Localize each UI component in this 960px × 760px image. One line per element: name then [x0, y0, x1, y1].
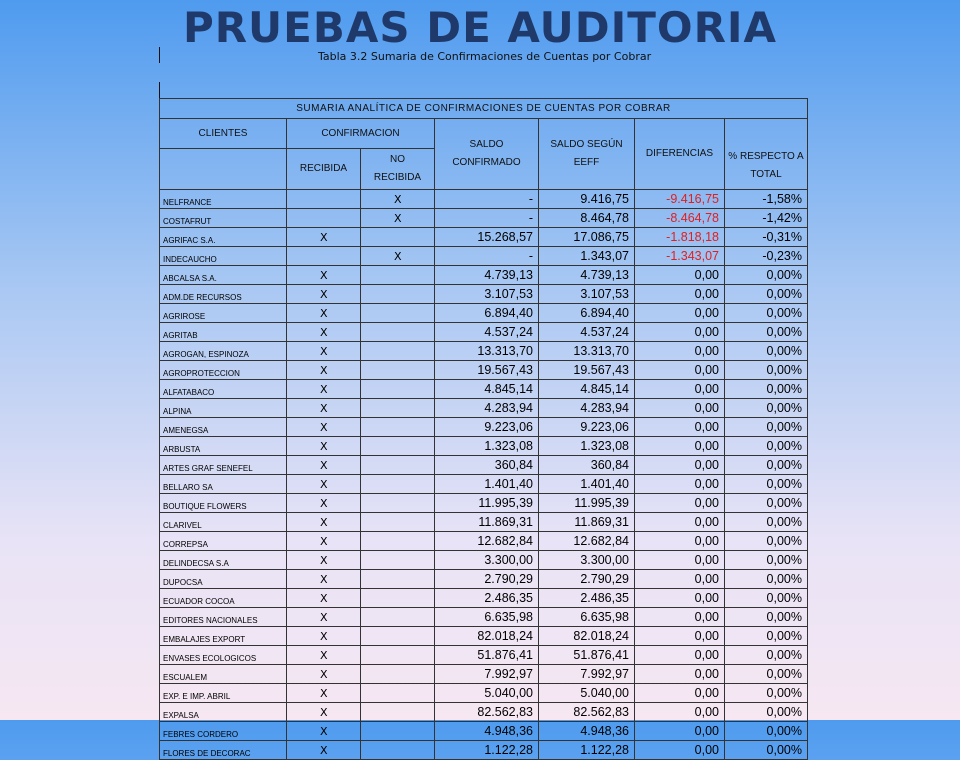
- saldo-eeff-cell: 9.416,75: [539, 190, 635, 209]
- saldo-eeff-cell: 17.086,75: [539, 228, 635, 247]
- no-recibida-cell: [361, 513, 435, 532]
- saldo-eeff-cell: 4.537,24: [539, 323, 635, 342]
- saldo-eeff-cell: 19.567,43: [539, 361, 635, 380]
- saldo-confirmado-cell: 4.948,36: [435, 722, 539, 741]
- header-confirmacion: CONFIRMACION: [287, 119, 435, 149]
- pct-cell: 0,00%: [725, 304, 808, 323]
- confirmations-table: [159, 98, 808, 760]
- client-cell: AGRIROSE: [160, 304, 287, 323]
- diferencia-cell: 0,00: [635, 684, 725, 703]
- table-row: [160, 456, 808, 475]
- table-row: [160, 722, 808, 741]
- client-cell: NELFRANCE: [160, 190, 287, 209]
- recibida-cell: X: [287, 608, 361, 627]
- table-row: [160, 494, 808, 513]
- table-row: [160, 209, 808, 228]
- recibida-cell: X: [287, 513, 361, 532]
- saldo-eeff-cell: 82.018,24: [539, 627, 635, 646]
- table-row: [160, 589, 808, 608]
- no-recibida-cell: X: [361, 190, 435, 209]
- no-recibida-cell: [361, 323, 435, 342]
- diferencia-cell: 0,00: [635, 589, 725, 608]
- no-recibida-cell: [361, 418, 435, 437]
- saldo-eeff-cell: 6.635,98: [539, 608, 635, 627]
- recibida-cell: X: [287, 266, 361, 285]
- no-recibida-cell: [361, 551, 435, 570]
- client-cell: DELINDECSA S.A: [160, 551, 287, 570]
- saldo-confirmado-cell: 11.869,31: [435, 513, 539, 532]
- no-recibida-cell: [361, 741, 435, 760]
- pct-cell: 0,00%: [725, 399, 808, 418]
- client-cell: FEBRES CORDERO: [160, 722, 287, 741]
- client-cell: AMENEGSA: [160, 418, 287, 437]
- pct-cell: 0,00%: [725, 570, 808, 589]
- saldo-eeff-cell: 11.995,39: [539, 494, 635, 513]
- saldo-confirmado-cell: 4.739,13: [435, 266, 539, 285]
- diferencia-cell: 0,00: [635, 703, 725, 722]
- no-recibida-cell: [361, 342, 435, 361]
- saldo-confirmado-cell: 9.223,06: [435, 418, 539, 437]
- pct-cell: 0,00%: [725, 722, 808, 741]
- client-cell: FLORES DE DECORAC: [160, 741, 287, 760]
- saldo-eeff-cell: 9.223,06: [539, 418, 635, 437]
- diferencia-cell: 0,00: [635, 380, 725, 399]
- diferencia-cell: 0,00: [635, 475, 725, 494]
- client-cell: AGROPROTECCION: [160, 361, 287, 380]
- recibida-cell: X: [287, 722, 361, 741]
- table-row: [160, 361, 808, 380]
- saldo-confirmado-cell: 3.300,00: [435, 551, 539, 570]
- pct-cell: 0,00%: [725, 342, 808, 361]
- recibida-cell: [287, 209, 361, 228]
- pct-cell: 0,00%: [725, 361, 808, 380]
- diferencia-cell: 0,00: [635, 722, 725, 741]
- pct-cell: 0,00%: [725, 551, 808, 570]
- diferencia-cell: 0,00: [635, 646, 725, 665]
- client-cell: INDECAUCHO: [160, 247, 287, 266]
- client-cell: ENVASES ECOLOGICOS: [160, 646, 287, 665]
- pct-cell: 0,00%: [725, 266, 808, 285]
- saldo-confirmado-cell: 3.107,53: [435, 285, 539, 304]
- recibida-cell: X: [287, 665, 361, 684]
- recibida-cell: X: [287, 589, 361, 608]
- diferencia-cell: 0,00: [635, 627, 725, 646]
- header-pct-total: % RESPECTO A TOTAL: [725, 119, 808, 190]
- diferencia-cell: 0,00: [635, 551, 725, 570]
- no-recibida-cell: [361, 304, 435, 323]
- no-recibida-cell: [361, 532, 435, 551]
- recibida-cell: X: [287, 684, 361, 703]
- no-recibida-cell: [361, 494, 435, 513]
- saldo-confirmado-cell: 82.018,24: [435, 627, 539, 646]
- recibida-cell: X: [287, 418, 361, 437]
- client-cell: ARTES GRAF SENEFEL: [160, 456, 287, 475]
- pct-cell: 0,00%: [725, 285, 808, 304]
- recibida-cell: X: [287, 361, 361, 380]
- table-row: [160, 418, 808, 437]
- saldo-confirmado-cell: 1.122,28: [435, 741, 539, 760]
- pct-cell: 0,00%: [725, 532, 808, 551]
- client-cell: EDITORES NACIONALES: [160, 608, 287, 627]
- table-row: [160, 304, 808, 323]
- header-diferencias: DIFERENCIAS: [635, 119, 725, 190]
- saldo-eeff-cell: 7.992,97: [539, 665, 635, 684]
- table-row: [160, 228, 808, 247]
- pct-cell: -0,31%: [725, 228, 808, 247]
- saldo-eeff-cell: 1.401,40: [539, 475, 635, 494]
- table-row: [160, 190, 808, 209]
- recibida-cell: X: [287, 741, 361, 760]
- table-row: [160, 247, 808, 266]
- client-cell: EXP. E IMP. ABRIL: [160, 684, 287, 703]
- client-cell: ESCUALEM: [160, 665, 287, 684]
- pct-cell: 0,00%: [725, 494, 808, 513]
- recibida-cell: X: [287, 342, 361, 361]
- saldo-confirmado-cell: 360,84: [435, 456, 539, 475]
- table-row: [160, 532, 808, 551]
- no-recibida-cell: [361, 703, 435, 722]
- recibida-cell: X: [287, 570, 361, 589]
- no-recibida-cell: [361, 475, 435, 494]
- pct-cell: 0,00%: [725, 703, 808, 722]
- recibida-cell: X: [287, 551, 361, 570]
- recibida-cell: X: [287, 703, 361, 722]
- saldo-eeff-cell: 2.790,29: [539, 570, 635, 589]
- table-row: [160, 285, 808, 304]
- saldo-confirmado-cell: 2.790,29: [435, 570, 539, 589]
- no-recibida-cell: [361, 684, 435, 703]
- table-caption: Tabla 3.2 Sumaria de Confirmaciones de Cuentas por Cobrar: [318, 50, 652, 63]
- pct-cell: 0,00%: [725, 741, 808, 760]
- diferencia-cell: -9.416,75: [635, 190, 725, 209]
- table-row: [160, 703, 808, 722]
- pct-cell: 0,00%: [725, 608, 808, 627]
- pct-cell: 0,00%: [725, 665, 808, 684]
- saldo-confirmado-cell: 51.876,41: [435, 646, 539, 665]
- saldo-eeff-cell: 3.300,00: [539, 551, 635, 570]
- saldo-eeff-cell: 4.948,36: [539, 722, 635, 741]
- saldo-eeff-cell: 12.682,84: [539, 532, 635, 551]
- saldo-confirmado-cell: 7.992,97: [435, 665, 539, 684]
- pct-cell: 0,00%: [725, 513, 808, 532]
- recibida-cell: X: [287, 627, 361, 646]
- recibida-cell: [287, 190, 361, 209]
- diferencia-cell: 0,00: [635, 418, 725, 437]
- table-row: [160, 627, 808, 646]
- no-recibida-cell: [361, 627, 435, 646]
- no-recibida-cell: [361, 646, 435, 665]
- header-clientes-blank: [160, 149, 287, 190]
- no-recibida-cell: [361, 722, 435, 741]
- recibida-cell: X: [287, 532, 361, 551]
- diferencia-cell: 0,00: [635, 513, 725, 532]
- client-cell: ADM.DE RECURSOS: [160, 285, 287, 304]
- saldo-eeff-cell: 4.739,13: [539, 266, 635, 285]
- table-row: [160, 342, 808, 361]
- saldo-confirmado-cell: 4.283,94: [435, 399, 539, 418]
- pct-cell: 0,00%: [725, 456, 808, 475]
- saldo-confirmado-cell: 82.562,83: [435, 703, 539, 722]
- header-no-recibida: NO RECIBIDA: [361, 149, 435, 190]
- client-cell: ECUADOR COCOA: [160, 589, 287, 608]
- saldo-eeff-cell: 11.869,31: [539, 513, 635, 532]
- recibida-cell: [287, 247, 361, 266]
- saldo-confirmado-cell: 2.486,35: [435, 589, 539, 608]
- saldo-eeff-cell: 3.107,53: [539, 285, 635, 304]
- client-cell: EMBALAJES EXPORT: [160, 627, 287, 646]
- client-cell: ARBUSTA: [160, 437, 287, 456]
- saldo-confirmado-cell: 1.401,40: [435, 475, 539, 494]
- table-row: [160, 570, 808, 589]
- no-recibida-cell: [361, 266, 435, 285]
- recibida-cell: X: [287, 228, 361, 247]
- table-row: [160, 437, 808, 456]
- main-header: SUMARIA ANALÍTICA DE CONFIRMACIONES DE CUENTAS POR COBRAR: [160, 99, 808, 119]
- divider-line: [159, 47, 160, 63]
- saldo-confirmado-cell: 6.635,98: [435, 608, 539, 627]
- no-recibida-cell: X: [361, 209, 435, 228]
- saldo-confirmado-cell: 5.040,00: [435, 684, 539, 703]
- diferencia-cell: 0,00: [635, 266, 725, 285]
- no-recibida-cell: [361, 399, 435, 418]
- saldo-confirmado-cell: 6.894,40: [435, 304, 539, 323]
- header-saldo-eeff: SALDO SEGÚN EEFF: [539, 119, 635, 190]
- diferencia-cell: 0,00: [635, 437, 725, 456]
- divider-line: [159, 82, 160, 98]
- table-row: [160, 608, 808, 627]
- saldo-confirmado-cell: 4.537,24: [435, 323, 539, 342]
- saldo-eeff-cell: 6.894,40: [539, 304, 635, 323]
- recibida-cell: X: [287, 437, 361, 456]
- client-cell: AGROGAN, ESPINOZA: [160, 342, 287, 361]
- saldo-confirmado-cell: 19.567,43: [435, 361, 539, 380]
- saldo-eeff-cell: 1.122,28: [539, 741, 635, 760]
- client-cell: ALPINA: [160, 399, 287, 418]
- table-row: [160, 665, 808, 684]
- client-cell: BOUTIQUE FLOWERS: [160, 494, 287, 513]
- saldo-eeff-cell: 1.323,08: [539, 437, 635, 456]
- recibida-cell: X: [287, 646, 361, 665]
- recibida-cell: X: [287, 304, 361, 323]
- client-cell: BELLARO SA: [160, 475, 287, 494]
- no-recibida-cell: [361, 285, 435, 304]
- table-row: [160, 323, 808, 342]
- no-recibida-cell: [361, 437, 435, 456]
- pct-cell: -1,58%: [725, 190, 808, 209]
- diferencia-cell: 0,00: [635, 399, 725, 418]
- no-recibida-cell: [361, 589, 435, 608]
- no-recibida-cell: [361, 380, 435, 399]
- diferencia-cell: 0,00: [635, 456, 725, 475]
- diferencia-cell: 0,00: [635, 494, 725, 513]
- saldo-eeff-cell: 82.562,83: [539, 703, 635, 722]
- saldo-confirmado-cell: -: [435, 209, 539, 228]
- diferencia-cell: 0,00: [635, 285, 725, 304]
- diferencia-cell: 0,00: [635, 342, 725, 361]
- saldo-eeff-cell: 360,84: [539, 456, 635, 475]
- table-row: [160, 399, 808, 418]
- saldo-eeff-cell: 4.283,94: [539, 399, 635, 418]
- client-cell: COSTAFRUT: [160, 209, 287, 228]
- diferencia-cell: 0,00: [635, 361, 725, 380]
- client-cell: AGRIFAC S.A.: [160, 228, 287, 247]
- header-clientes: CLIENTES: [160, 119, 287, 149]
- no-recibida-cell: [361, 570, 435, 589]
- saldo-eeff-cell: 4.845,14: [539, 380, 635, 399]
- pct-cell: 0,00%: [725, 323, 808, 342]
- saldo-confirmado-cell: 11.995,39: [435, 494, 539, 513]
- no-recibida-cell: [361, 456, 435, 475]
- pct-cell: 0,00%: [725, 684, 808, 703]
- table-row: [160, 513, 808, 532]
- pct-cell: 0,00%: [725, 418, 808, 437]
- saldo-confirmado-cell: -: [435, 190, 539, 209]
- no-recibida-cell: [361, 361, 435, 380]
- pct-cell: 0,00%: [725, 475, 808, 494]
- diferencia-cell: 0,00: [635, 323, 725, 342]
- recibida-cell: X: [287, 456, 361, 475]
- pct-cell: 0,00%: [725, 646, 808, 665]
- recibida-cell: X: [287, 380, 361, 399]
- table-row: [160, 380, 808, 399]
- diferencia-cell: 0,00: [635, 304, 725, 323]
- diferencia-cell: -1.818,18: [635, 228, 725, 247]
- saldo-confirmado-cell: 15.268,57: [435, 228, 539, 247]
- header-recibida: RECIBIDA: [287, 149, 361, 190]
- saldo-eeff-cell: 5.040,00: [539, 684, 635, 703]
- no-recibida-cell: [361, 665, 435, 684]
- saldo-eeff-cell: 2.486,35: [539, 589, 635, 608]
- client-cell: CLARIVEL: [160, 513, 287, 532]
- header-saldo-confirmado: SALDO CONFIRMADO: [435, 119, 539, 190]
- pct-cell: 0,00%: [725, 380, 808, 399]
- diferencia-cell: 0,00: [635, 532, 725, 551]
- recibida-cell: X: [287, 323, 361, 342]
- saldo-confirmado-cell: 13.313,70: [435, 342, 539, 361]
- pct-cell: 0,00%: [725, 437, 808, 456]
- diferencia-cell: 0,00: [635, 608, 725, 627]
- saldo-eeff-cell: 1.343,07: [539, 247, 635, 266]
- client-cell: AGRITAB: [160, 323, 287, 342]
- saldo-confirmado-cell: 4.845,14: [435, 380, 539, 399]
- recibida-cell: X: [287, 285, 361, 304]
- saldo-eeff-cell: 51.876,41: [539, 646, 635, 665]
- table-row: [160, 266, 808, 285]
- no-recibida-cell: X: [361, 247, 435, 266]
- pct-cell: 0,00%: [725, 589, 808, 608]
- table-row: [160, 551, 808, 570]
- diferencia-cell: -8.464,78: [635, 209, 725, 228]
- diferencia-cell: -1.343,07: [635, 247, 725, 266]
- recibida-cell: X: [287, 475, 361, 494]
- pct-cell: -1,42%: [725, 209, 808, 228]
- saldo-confirmado-cell: 1.323,08: [435, 437, 539, 456]
- saldo-eeff-cell: 13.313,70: [539, 342, 635, 361]
- table-row: [160, 741, 808, 760]
- table-row: [160, 475, 808, 494]
- client-cell: EXPALSA: [160, 703, 287, 722]
- diferencia-cell: 0,00: [635, 665, 725, 684]
- no-recibida-cell: [361, 608, 435, 627]
- client-cell: DUPOCSA: [160, 570, 287, 589]
- saldo-confirmado-cell: -: [435, 247, 539, 266]
- recibida-cell: X: [287, 399, 361, 418]
- table-row: [160, 646, 808, 665]
- saldo-eeff-cell: 8.464,78: [539, 209, 635, 228]
- no-recibida-cell: [361, 228, 435, 247]
- pct-cell: -0,23%: [725, 247, 808, 266]
- client-cell: ABCALSA S.A.: [160, 266, 287, 285]
- diferencia-cell: 0,00: [635, 741, 725, 760]
- recibida-cell: X: [287, 494, 361, 513]
- client-cell: ALFATABACO: [160, 380, 287, 399]
- table-row: [160, 684, 808, 703]
- diferencia-cell: 0,00: [635, 570, 725, 589]
- saldo-confirmado-cell: 12.682,84: [435, 532, 539, 551]
- pct-cell: 0,00%: [725, 627, 808, 646]
- client-cell: CORREPSA: [160, 532, 287, 551]
- slide-title: PRUEBAS DE AUDITORIA: [182, 3, 778, 52]
